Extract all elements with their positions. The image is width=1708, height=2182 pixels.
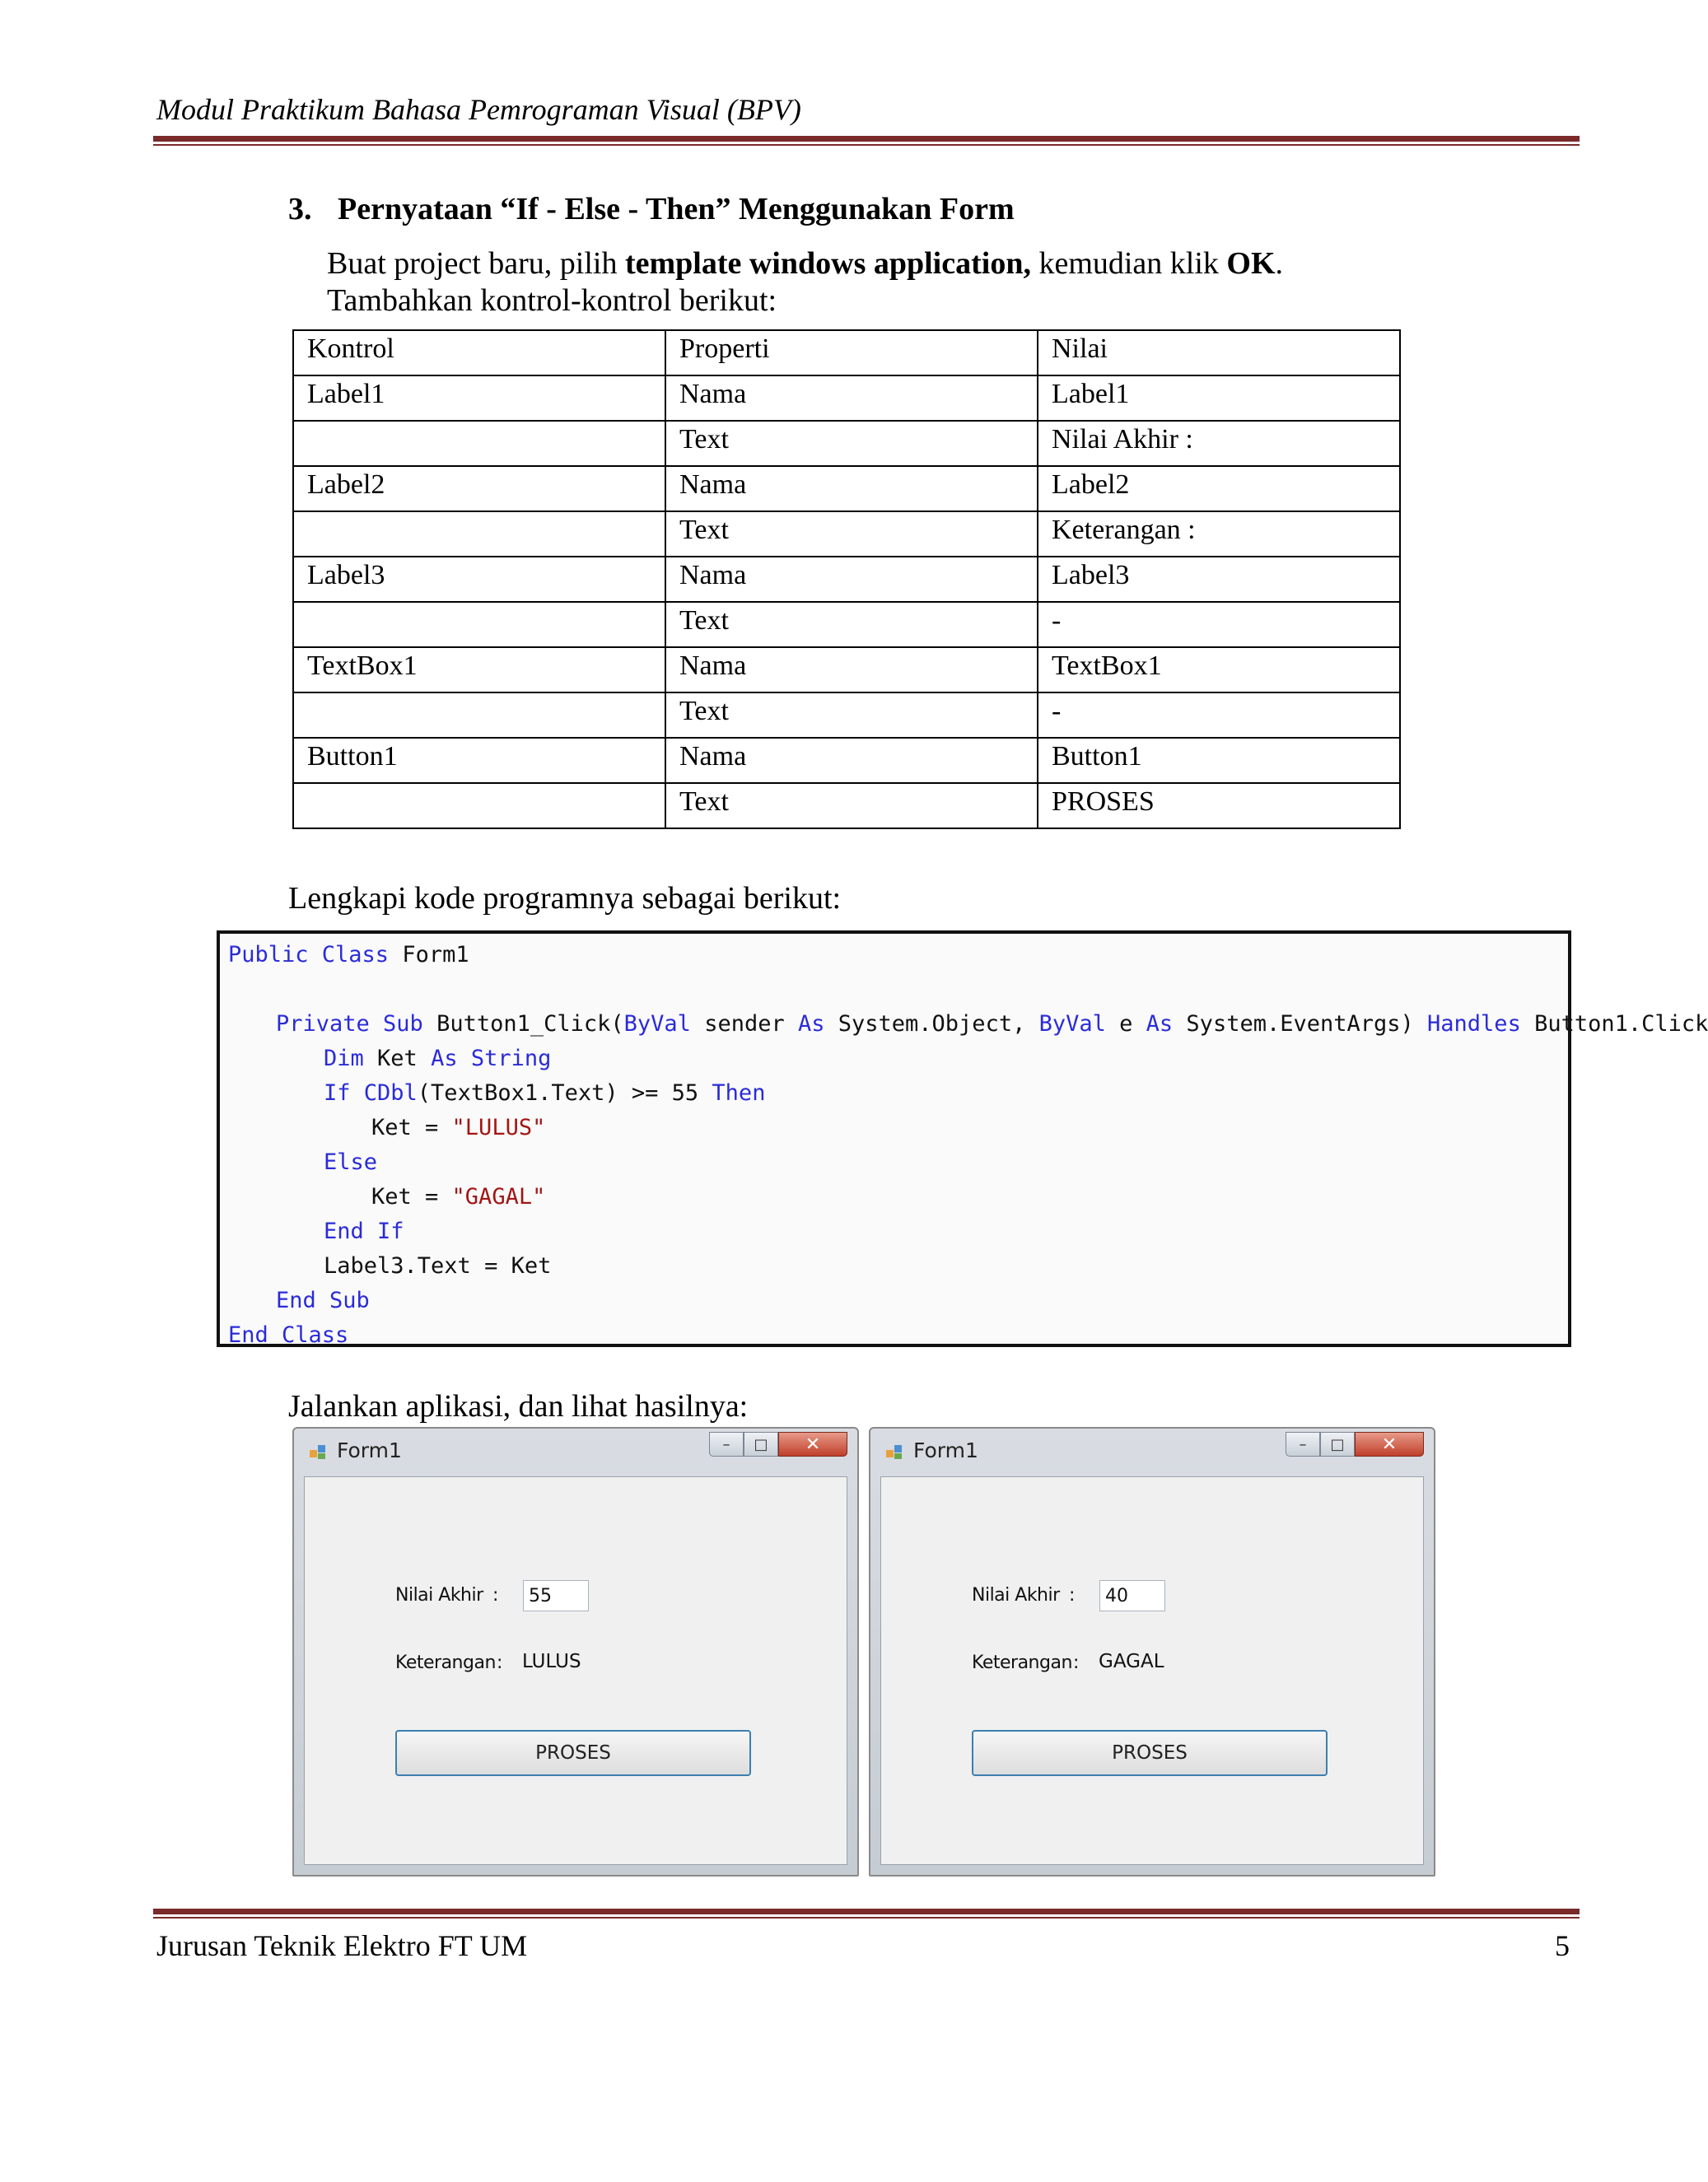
controls-table [292,329,1401,829]
maximize-icon: □ [754,1435,768,1453]
header-title: Modul Praktikum Bahasa Pemrograman Visual (BPV) [156,93,801,126]
code-line-9 [324,1253,551,1279]
form-window-fail [869,1427,1435,1877]
table-cell: TextBox1 [293,647,665,692]
code-line-6 [324,1149,377,1175]
code-intro: Lengkapi kode programnya sebagai berikut: [288,881,842,916]
table-header-cell: Kontrol [293,330,665,375]
table-cell: Nama [665,466,1038,511]
table-cell [293,421,665,466]
table-cell: Nama [665,375,1038,421]
run-intro: Jalankan aplikasi, dan lihat hasilnya: [288,1389,749,1424]
code-keyword: If CDbl [324,1080,418,1106]
code-text: Ket = [371,1184,452,1210]
footer-rule-thick [153,1909,1580,1914]
table-cell [293,783,665,828]
close-button[interactable] [778,1432,847,1457]
intro-bold-template: template windows application, [624,246,1031,281]
code-text: sender [690,1011,798,1037]
form-client-area [880,1476,1424,1865]
table-cell: Text [665,602,1038,647]
code-line-2 [276,1011,1708,1037]
page-number: 5 [1555,1929,1570,1962]
code-line-1 [228,942,469,967]
window-controls [1286,1432,1424,1457]
table-cell: Nilai Akhir : [1038,421,1400,466]
header-rule-thick [153,136,1580,142]
intro-paragraph-1 [327,245,1283,282]
table-cell: Label3 [1038,557,1400,602]
table-header-row [293,330,1400,375]
code-line-10 [276,1288,370,1313]
section-heading [288,191,1015,227]
table-cell: Text [665,692,1038,738]
code-line-7 [371,1184,545,1210]
keterangan-label: Keterangan [395,1653,496,1673]
table-cell [293,692,665,738]
table-row [293,421,1400,466]
table-cell: Text [665,511,1038,557]
nilai-akhir-input[interactable]: 55 [523,1580,589,1611]
keterangan-colon: : [497,1653,502,1673]
code-keyword: End Class [228,1322,349,1348]
code-keyword: Dim [324,1046,364,1071]
code-keyword: Handles [1427,1011,1521,1037]
intro-paragraph-2: Tambahkan kontrol-kontrol berikut: [327,283,777,318]
intro-text: kemudian klik [1030,246,1227,281]
code-string: "GAGAL" [451,1184,546,1210]
close-button[interactable] [1355,1432,1424,1457]
result-label: LULUS [522,1651,581,1672]
table-cell: Button1 [293,738,665,783]
minimize-button[interactable] [1286,1432,1320,1457]
table-cell: Button1 [1038,738,1400,783]
table-header-cell: Nilai [1038,330,1400,375]
proses-button[interactable]: PROSES [395,1730,751,1776]
table-cell [293,602,665,647]
footer-department: Jurusan Teknik Elektro FT UM [156,1929,528,1962]
code-text: Ket [363,1046,432,1071]
code-keyword: As String [431,1046,552,1071]
keterangan-colon: : [1073,1653,1079,1673]
form-app-icon [309,1443,327,1462]
code-keyword: As [797,1011,825,1037]
intro-text: Buat project baru, pilih [327,246,625,281]
section-title: Pernyataan “If - Else - Then” Menggunakan Form [338,192,1015,226]
maximize-icon: □ [1330,1435,1345,1453]
code-text: Button1.Click [1520,1011,1708,1037]
maximize-button[interactable] [744,1432,778,1457]
minimize-button[interactable] [709,1432,744,1457]
code-keyword: Then [712,1080,766,1106]
code-keyword: As [1146,1011,1174,1037]
table-row [293,602,1400,647]
table-row [293,375,1400,421]
table-cell: Keterangan : [1038,511,1400,557]
code-keyword: ByVal [1038,1011,1106,1037]
code-line-5 [371,1115,545,1140]
code-keyword: ByVal [623,1011,691,1037]
keterangan-label: Keterangan [972,1653,1072,1673]
code-keyword: End If [324,1219,404,1244]
nilai-akhir-colon: : [1069,1585,1075,1606]
table-cell: - [1038,692,1400,738]
table-cell: Text [665,421,1038,466]
window-titlebar[interactable] [294,1429,857,1475]
table-cell: Label2 [293,466,665,511]
close-icon: ✕ [805,1434,821,1455]
table-cell: Label2 [1038,466,1400,511]
table-cell: PROSES [1038,783,1400,828]
table-cell [293,511,665,557]
code-line-4 [324,1080,765,1106]
code-text: System.Object, [824,1011,1039,1037]
form-app-icon [885,1443,903,1462]
footer-rule-thin [153,1917,1580,1919]
form-client-area [304,1476,847,1865]
code-listing [217,930,1708,1348]
code-text: Button1_Click( [422,1011,624,1037]
table-cell: Label1 [1038,375,1400,421]
close-icon: ✕ [1381,1434,1398,1455]
code-keyword: Public Class [228,942,390,967]
minimize-icon: – [1299,1435,1307,1453]
intro-text: . [1275,246,1284,281]
code-text: e [1105,1011,1146,1037]
code-keyword: Else [324,1149,378,1175]
table-row [293,511,1400,557]
table-cell: Nama [665,557,1038,602]
proses-button[interactable]: PROSES [972,1730,1328,1776]
table-cell: Nama [665,647,1038,692]
window-controls [709,1432,847,1457]
table-cell: Label1 [293,375,665,421]
table-cell: - [1038,602,1400,647]
code-text: Label3.Text = Ket [324,1253,552,1279]
form-window-pass [292,1427,859,1877]
nilai-akhir-label: Nilai Akhir [972,1585,1060,1606]
code-text: Ket = [371,1115,452,1140]
table-row [293,647,1400,692]
table-row [293,692,1400,738]
nilai-akhir-input[interactable]: 40 [1099,1580,1165,1611]
code-line-11 [228,1322,348,1348]
table-cell: Label3 [293,557,665,602]
table-cell: TextBox1 [1038,647,1400,692]
table-cell: Text [665,783,1038,828]
code-keyword: Private Sub [276,1011,423,1037]
table-row [293,466,1400,511]
intro-bold-ok: OK [1226,246,1276,281]
section-number: 3. [288,192,312,226]
window-titlebar[interactable] [870,1429,1434,1475]
code-text: System.EventArgs) [1173,1011,1428,1037]
code-text: Form1 [389,942,469,967]
table-row [293,557,1400,602]
nilai-akhir-label: Nilai Akhir [395,1585,483,1606]
nilai-akhir-colon: : [492,1585,498,1606]
code-line-3 [324,1046,551,1071]
table-cell: Nama [665,738,1038,783]
code-keyword: End Sub [276,1288,370,1313]
table-row [293,783,1400,828]
window-title: Form1 [337,1438,402,1462]
code-string: "LULUS" [451,1115,546,1140]
maximize-button[interactable] [1320,1432,1355,1457]
window-title: Form1 [913,1438,978,1462]
code-line-8 [324,1219,404,1244]
header-rule-thin [153,144,1580,146]
result-label: GAGAL [1099,1651,1164,1672]
code-text: (TextBox1.Text) >= 55 [417,1080,712,1106]
table-header-cell: Properti [665,330,1038,375]
table-row [293,738,1400,783]
minimize-icon: – [722,1435,730,1453]
